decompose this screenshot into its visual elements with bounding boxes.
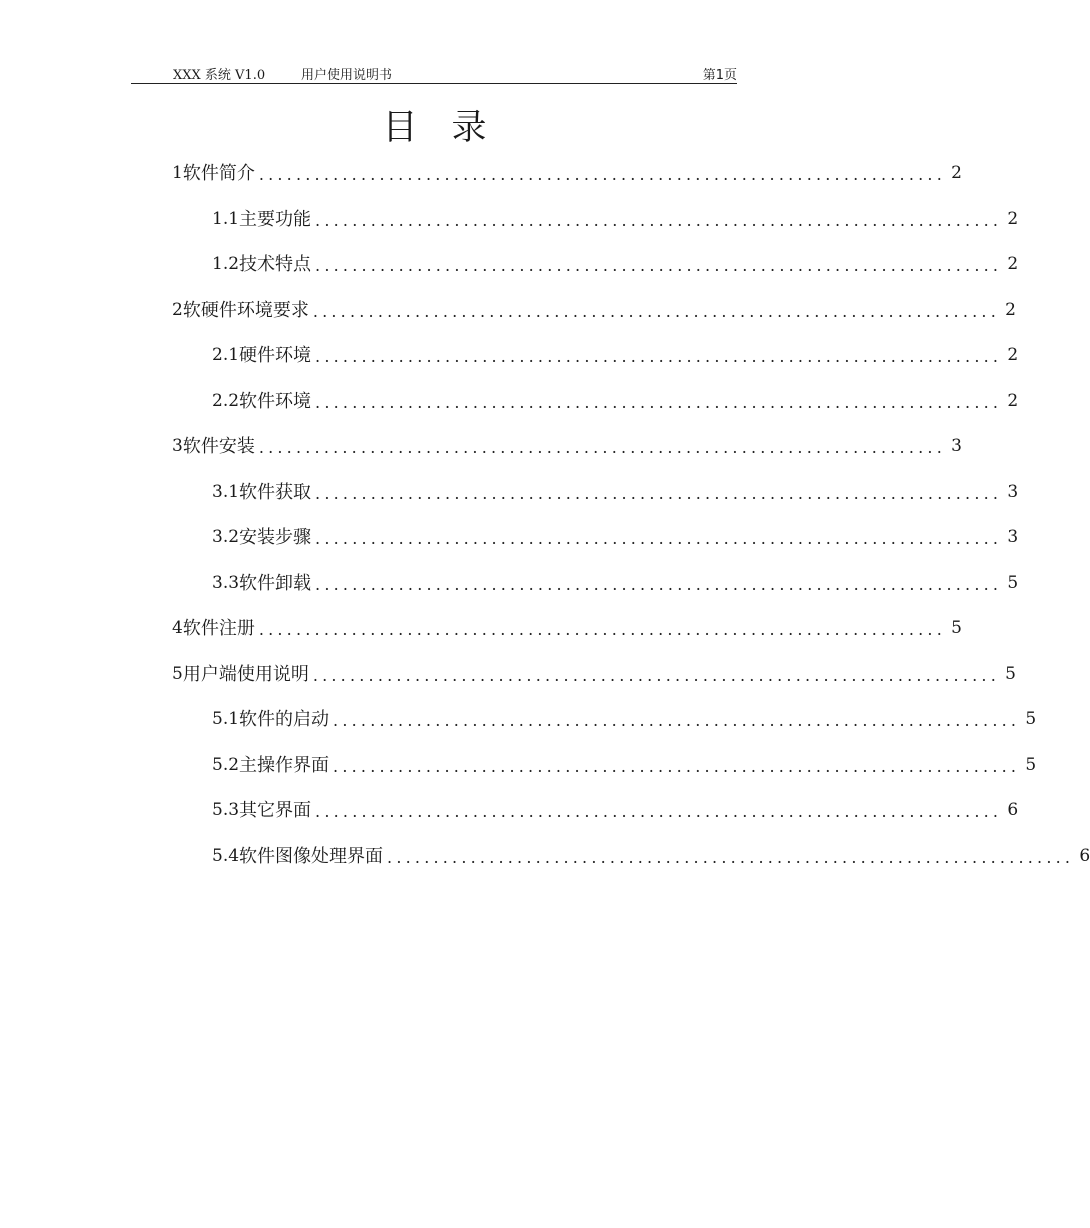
toc-entry-page: 2 [1007, 208, 1019, 229]
toc-leader-dots: .......................................................................... [315, 802, 1003, 821]
toc-entry-number: 1.2 [212, 254, 240, 274]
toc-entry-page: 2 [1007, 254, 1019, 274]
toc-entry-number: 4 [172, 618, 183, 638]
toc-entry-label: 其它界面 [239, 800, 312, 821]
toc-entry-page: 6 [1079, 845, 1090, 866]
toc-entry-page: 3 [951, 436, 962, 456]
toc-entry[interactable] [172, 470, 1019, 516]
toc-entry[interactable] [172, 197, 1019, 243]
toc-entry-number: 5 [172, 663, 183, 684]
toc-leader-dots: .......................................................................... [315, 529, 1003, 548]
toc-leader-dots: .......................................................................... [315, 210, 1003, 230]
toc-leader-dots: .......................................................................... [333, 756, 1021, 776]
toc-entry-number: 3.2 [212, 527, 240, 547]
toc-entry-label: 软件图像处理界面 [239, 845, 384, 867]
toc-entry-label: 硬件环境 [239, 345, 312, 366]
toc-entry[interactable] [172, 288, 1016, 334]
header-manual-name: 用户使用说明书 [301, 68, 393, 83]
toc-leader-dots: .......................................................................... [312, 301, 1000, 321]
toc-entry-label: 软件卸载 [239, 572, 312, 594]
toc-entry-number: 5.3 [212, 800, 240, 820]
toc-entry-label: 技术特点 [239, 254, 312, 275]
toc-leader-dots: .......................................................................... [312, 665, 1000, 685]
toc-entry-label: 软件注册 [182, 618, 255, 639]
toc-entry[interactable] [172, 333, 1019, 379]
toc-entry-label: 安装步骤 [239, 527, 312, 548]
toc-entry-page: 5 [1007, 572, 1019, 593]
toc-entry-page: 2 [1007, 345, 1019, 365]
toc-entry-label: 主要功能 [239, 208, 312, 230]
toc-entry[interactable] [172, 834, 1090, 880]
toc-entry-label: 软件简介 [182, 163, 255, 184]
toc-leader-dots: .......................................................................... [315, 574, 1003, 594]
toc-entry[interactable] [172, 151, 962, 197]
toc-entry-label: 主操作界面 [239, 754, 330, 776]
toc-entry-page: 2 [1005, 299, 1016, 320]
toc-entry[interactable] [172, 743, 1037, 789]
toc-entry-label: 软件安装 [182, 436, 255, 457]
toc-leader-dots: .......................................................................... [258, 165, 946, 184]
toc-entry[interactable] [172, 379, 1019, 425]
toc-entry-page: 5 [1025, 754, 1037, 775]
toc-entry[interactable] [172, 561, 1019, 607]
toc-entry-number: 3.3 [212, 572, 240, 593]
toc-entry-label: 软件环境 [239, 390, 312, 412]
toc-entry-number: 2 [172, 299, 183, 320]
toc-entry-page: 3 [1007, 527, 1019, 547]
toc-entry-page: 2 [1007, 390, 1019, 411]
header-page-number: 第1页 [702, 68, 737, 83]
toc-entry-number: 2.1 [212, 345, 240, 365]
toc-entry[interactable] [172, 697, 1037, 743]
toc-entry-page: 5 [1005, 663, 1016, 684]
toc-entry-page: 5 [1025, 709, 1037, 729]
header-doc-name: XXX 系统 V1.0 [173, 68, 266, 83]
page-header [131, 58, 737, 84]
toc-leader-dots: .......................................................................... [315, 256, 1003, 275]
toc-leader-dots: .......................................................................... [315, 347, 1003, 366]
toc-entry-page: 3 [1007, 481, 1019, 502]
toc-entry-page: 2 [951, 163, 962, 183]
toc-entry[interactable] [172, 606, 962, 652]
toc-entry-number: 1 [172, 163, 183, 183]
toc-entry[interactable] [172, 242, 1019, 288]
toc-leader-dots: .......................................................................... [315, 392, 1003, 412]
toc-entry-number: 3.1 [212, 481, 240, 502]
toc-entry-number: 5.1 [212, 709, 240, 729]
toc-leader-dots: .......................................................................... [258, 438, 946, 457]
toc-leader-dots: .......................................................................... [387, 847, 1075, 867]
toc-entry-number: 5.4 [212, 845, 240, 866]
table-of-contents [172, 151, 1090, 879]
toc-title: 目录 [382, 108, 521, 148]
toc-entry[interactable] [172, 515, 1019, 561]
toc-entry[interactable] [172, 424, 962, 470]
toc-entry-number: 1.1 [212, 208, 240, 229]
toc-entry-page: 6 [1007, 800, 1019, 820]
toc-leader-dots: .......................................................................... [333, 711, 1021, 730]
toc-entry-page: 5 [951, 618, 962, 638]
toc-entry-number: 3 [172, 436, 183, 456]
toc-entry-label: 软硬件环境要求 [182, 299, 309, 321]
toc-entry-label: 软件的启动 [239, 709, 330, 730]
toc-entry-label: 软件获取 [239, 481, 312, 503]
toc-entry-label: 用户端使用说明 [182, 663, 309, 685]
toc-leader-dots: .......................................................................... [315, 483, 1003, 503]
toc-entry[interactable] [172, 652, 1016, 698]
toc-entry[interactable] [172, 788, 1019, 834]
toc-entry-number: 2.2 [212, 390, 240, 411]
toc-leader-dots: .......................................................................... [258, 620, 946, 639]
toc-entry-number: 5.2 [212, 754, 240, 775]
